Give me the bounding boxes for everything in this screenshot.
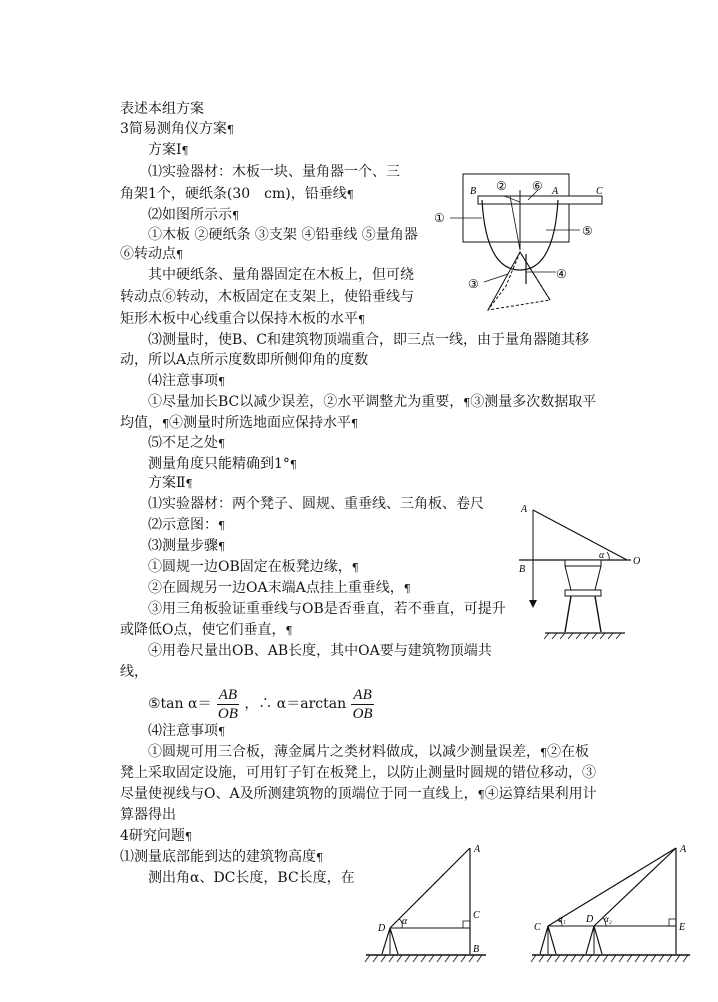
fig1-label-5: ⑤	[582, 224, 593, 238]
fig1-label-a: A	[552, 186, 559, 197]
tripod-leg-1	[488, 252, 520, 310]
stool-lower-top	[565, 590, 601, 596]
fig3-label-a: A	[474, 844, 481, 855]
fig4-label-c: C	[534, 922, 541, 933]
plan2-notes-line4: 算器得出	[120, 807, 176, 823]
tripod2-leg-left	[586, 926, 594, 954]
plan2-step2: ②在圆规另一边OA末端A点挂上重垂线，¶	[148, 580, 411, 596]
section-4-question1: ⑴测量底部能到达的建筑物高度¶	[120, 849, 323, 865]
fig3-label-c: C	[473, 910, 480, 921]
fig3-label-b: B	[473, 944, 480, 955]
fig3-label-alpha: α	[402, 916, 408, 927]
fig2-label-o: O	[633, 556, 641, 567]
plan2-diagram-caption: ⑵示意图：¶	[148, 517, 225, 533]
section-heading: 表述本组方案	[120, 101, 204, 117]
tripod2-leg-right	[594, 926, 602, 954]
plan1-materials-line2: 角架1个，硬纸条(30 cm)，铅垂线¶	[120, 186, 354, 202]
compass-stool-figure	[515, 500, 655, 650]
plan1-parts-line1: ①木板 ②硬纸条 ③支架 ④铅垂线 ⑤量角器	[148, 227, 418, 243]
plan2-step3-line1: ③用三角板验证重垂线与OB是否垂直，若不垂直，可提升	[148, 601, 506, 617]
plan1-measure-line1: ⑶测量时，使B、C和建筑物顶端重合，即三点一线，由于量角器随其移	[148, 332, 589, 348]
plan1-figure-caption: ⑵如图所示示¶	[148, 207, 239, 223]
plan2-step4-line1: ④用卷尺量出OB、AB长度，其中OA要与建筑物顶端共	[148, 643, 492, 659]
plan1-notes-line2: 均值，¶④测量时所选地面应保持水平¶	[120, 415, 358, 431]
board-rect	[463, 174, 569, 242]
fig1-label-4: ④	[556, 267, 567, 281]
fig4-label-e: E	[679, 922, 686, 933]
fig1-label-1: ①	[434, 211, 445, 225]
plan2-step1: ①圆规一边OB固定在板凳边缘，¶	[148, 559, 359, 575]
plan1-shortcoming-text: 测量角度只能精确到1°¶	[148, 456, 297, 472]
stool-leg-right	[595, 596, 601, 632]
plan1-parts-line2: ⑥转动点¶	[120, 246, 183, 262]
fraction-ab-ob-2: $\frac{AB}{OB}$	[352, 686, 373, 722]
tripod-leg-right	[390, 928, 398, 954]
building-height-figure-2	[530, 842, 695, 972]
angle-arc	[607, 552, 609, 560]
fig1-label-3: ③	[468, 277, 479, 291]
plan1-materials-line1: ⑴实验器材：木板一块、量角器一个、三	[148, 164, 400, 180]
tripod-leg-2	[520, 252, 550, 300]
plan1-desc-line1: 其中硬纸条、量角器固定在木板上，但可绕	[148, 267, 414, 283]
fig3-label-d: D	[378, 923, 386, 934]
fig2-label-b: B	[519, 564, 526, 575]
plan1-desc-line2: 转动点⑥转动，木板固定在支架上，使铅垂线与	[120, 289, 414, 305]
plumb-bob	[529, 600, 537, 608]
section-4-question1-text: 测出角α、DC长度，BC长度，在	[148, 870, 355, 886]
ground-hatching	[365, 955, 482, 962]
tripod1-leg-right	[548, 926, 556, 954]
section-3-title: 3简易测角仪方案¶	[120, 121, 234, 137]
card-strip	[478, 196, 602, 204]
plan1-measure-line2: 动，所以A点所示度数即所侧仰角的度数	[120, 352, 369, 368]
fig4-label-d: D	[586, 914, 594, 925]
plan2-notes-title: ⑷注意事项¶	[148, 723, 225, 739]
ground-hatching	[531, 955, 688, 962]
fig4-label-alpha1: α₁	[558, 914, 566, 924]
plan2-steps-title: ⑶测量步骤¶	[148, 538, 225, 554]
stool-upper-body	[565, 566, 601, 590]
plan2-step4-line2: 线，	[120, 664, 148, 680]
fig1-label-6: ⑥	[532, 179, 543, 193]
fraction-ab-ob-1: $\frac{AB}{OB}$	[217, 686, 238, 722]
arm-oa	[533, 510, 627, 560]
plan1-desc-line3: 矩形木板中心线重合以保持木板的水平¶	[120, 311, 365, 327]
plan2-formula: ⑤tan α＝ $\frac{AB}{OB}$ ，∴ α＝arctan $\frac{AB}{OB}$	[148, 686, 373, 722]
fig4-label-a: A	[680, 844, 687, 855]
right-angle-mark	[669, 919, 676, 926]
plan2-materials: ⑴实验器材：两个凳子、圆规、重垂线、三角板、卷尺	[148, 496, 484, 512]
plan1-notes-line1: ①尽量加长BC以减少误差，②水平调整尤为重要，¶③测量多次数据取平	[148, 394, 597, 410]
tripod1-leg-left	[540, 926, 548, 954]
fig4-label-alpha2: α₂	[604, 914, 612, 924]
plan1-title: 方案Ⅰ¶	[148, 142, 189, 158]
fig2-label-alpha: α	[599, 550, 605, 561]
stool-top	[565, 560, 601, 566]
right-angle-mark	[463, 921, 470, 928]
fig2-label-a: A	[521, 504, 528, 515]
plan1-notes-title: ⑷注意事项¶	[148, 373, 225, 389]
plan2-notes-line3: 尽量使视线与O、A及所测建筑物的顶端位于同一直线上，¶④运算结果利用计	[120, 786, 597, 802]
building-height-figure-1	[362, 842, 492, 972]
plan2-step3-line2: 或降低O点，使它们垂直，¶	[120, 622, 293, 638]
fig1-label-2: ②	[496, 179, 507, 193]
section-4-title: 4研究问题¶	[120, 828, 192, 844]
stool-leg-left	[565, 596, 571, 632]
sight-line-ca	[548, 848, 676, 926]
fig1-label-b: B	[470, 186, 477, 197]
plan2-title: 方案Ⅱ¶	[148, 475, 193, 491]
clinometer-figure	[428, 168, 608, 328]
ground-hatching	[544, 633, 621, 639]
plan1-shortcoming-title: ⑸不足之处¶	[148, 435, 225, 451]
plan2-notes-line1: ①圆规可用三合板，薄金属片之类材料做成，以减少测量误差，¶②在板	[148, 744, 589, 760]
plan2-notes-line2: 凳上采取固定设施，可用钉子钉在板凳上，以防止测量时圆规的错位移动，③	[120, 765, 596, 781]
fig1-label-c: C	[596, 186, 603, 197]
